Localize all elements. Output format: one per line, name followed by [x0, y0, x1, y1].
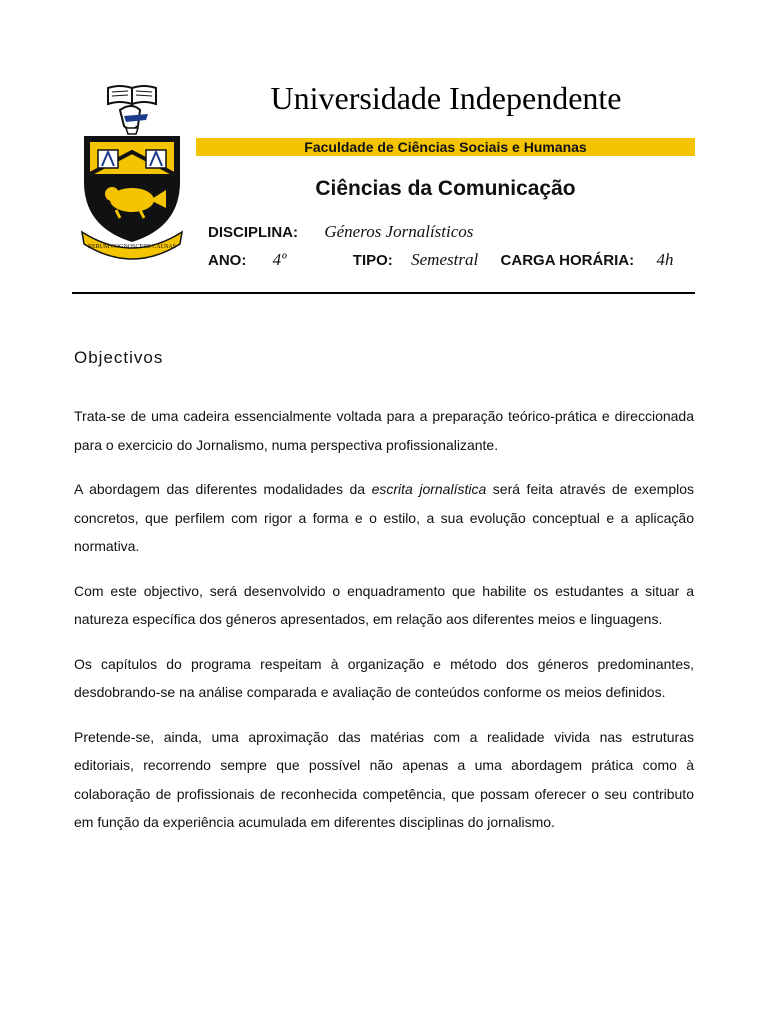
- year-label: ANO:: [208, 252, 247, 269]
- type-label: TIPO:: [352, 252, 393, 269]
- section-title: Objectivos: [74, 348, 164, 367]
- type-value: Semestral: [411, 250, 479, 269]
- paragraph-2-start: A abordagem das diferentes modalidades da: [74, 481, 372, 497]
- hours-value: 4h: [656, 250, 674, 269]
- faculty-band: Faculdade de Ciências Sociais e Humanas: [196, 138, 695, 156]
- university-crest-logo: [80, 82, 184, 260]
- paragraph-2-italic: escrita jornalística: [371, 481, 487, 497]
- crest-motto: RERUM COGNOSCERE CAUSAS: [87, 244, 177, 250]
- discipline-label: DISCIPLINA:: [208, 224, 298, 241]
- paragraph-5: Pretende-se, ainda, uma aproximação das matérias com a realidade vivida nas estruturas editoriais, recorrendo sempre que possível não apenas a uma abordagem prática como à colaboração de profissionais de reconhecida competência, que possam oferecer o seu contributo em função da experiência acumulada em diferentes disciplinas do jornalismo.: [74, 728, 694, 830]
- book-icon: [108, 86, 156, 104]
- discipline-row: [208, 222, 473, 242]
- paragraph-4: Os capítulos do programa respeitam à organização e método dos géneros predominantes, desdobrando-se na análise comparada e avaliação de conteúdos conforme os meios definidos.: [74, 655, 694, 700]
- university-title: Universidade Independente: [270, 80, 622, 116]
- hours-label: CARGA HORÁRIA:: [500, 252, 635, 269]
- paragraph-2: [74, 475, 694, 561]
- year-value: 4º: [272, 250, 287, 269]
- paragraph-3: Com este objectivo, será desenvolvido o enquadramento que habilite os estudantes a situar a natureza específica dos géneros apresentados, em relação aos diferentes meios e linguagens.: [74, 582, 694, 627]
- header-divider: [72, 292, 695, 294]
- paragraph-1: Trata-se de uma cadeira essencialmente voltada para a preparação teórico-prática e direccionada para o exercicio do Jornalismo, numa perspectiva profissionalizante.: [74, 408, 694, 453]
- objectives-body: [74, 402, 694, 853]
- paragraph-2-end: será feita através de exemplos concretos, que perfilem com rigor a forma e o estilo, a sua evolução conceptual e a aplicação normativa.: [74, 481, 694, 554]
- discipline-value: Géneros Jornalísticos: [324, 222, 474, 241]
- course-title: Ciências da Comunicação: [315, 177, 576, 200]
- details-row: [208, 250, 673, 270]
